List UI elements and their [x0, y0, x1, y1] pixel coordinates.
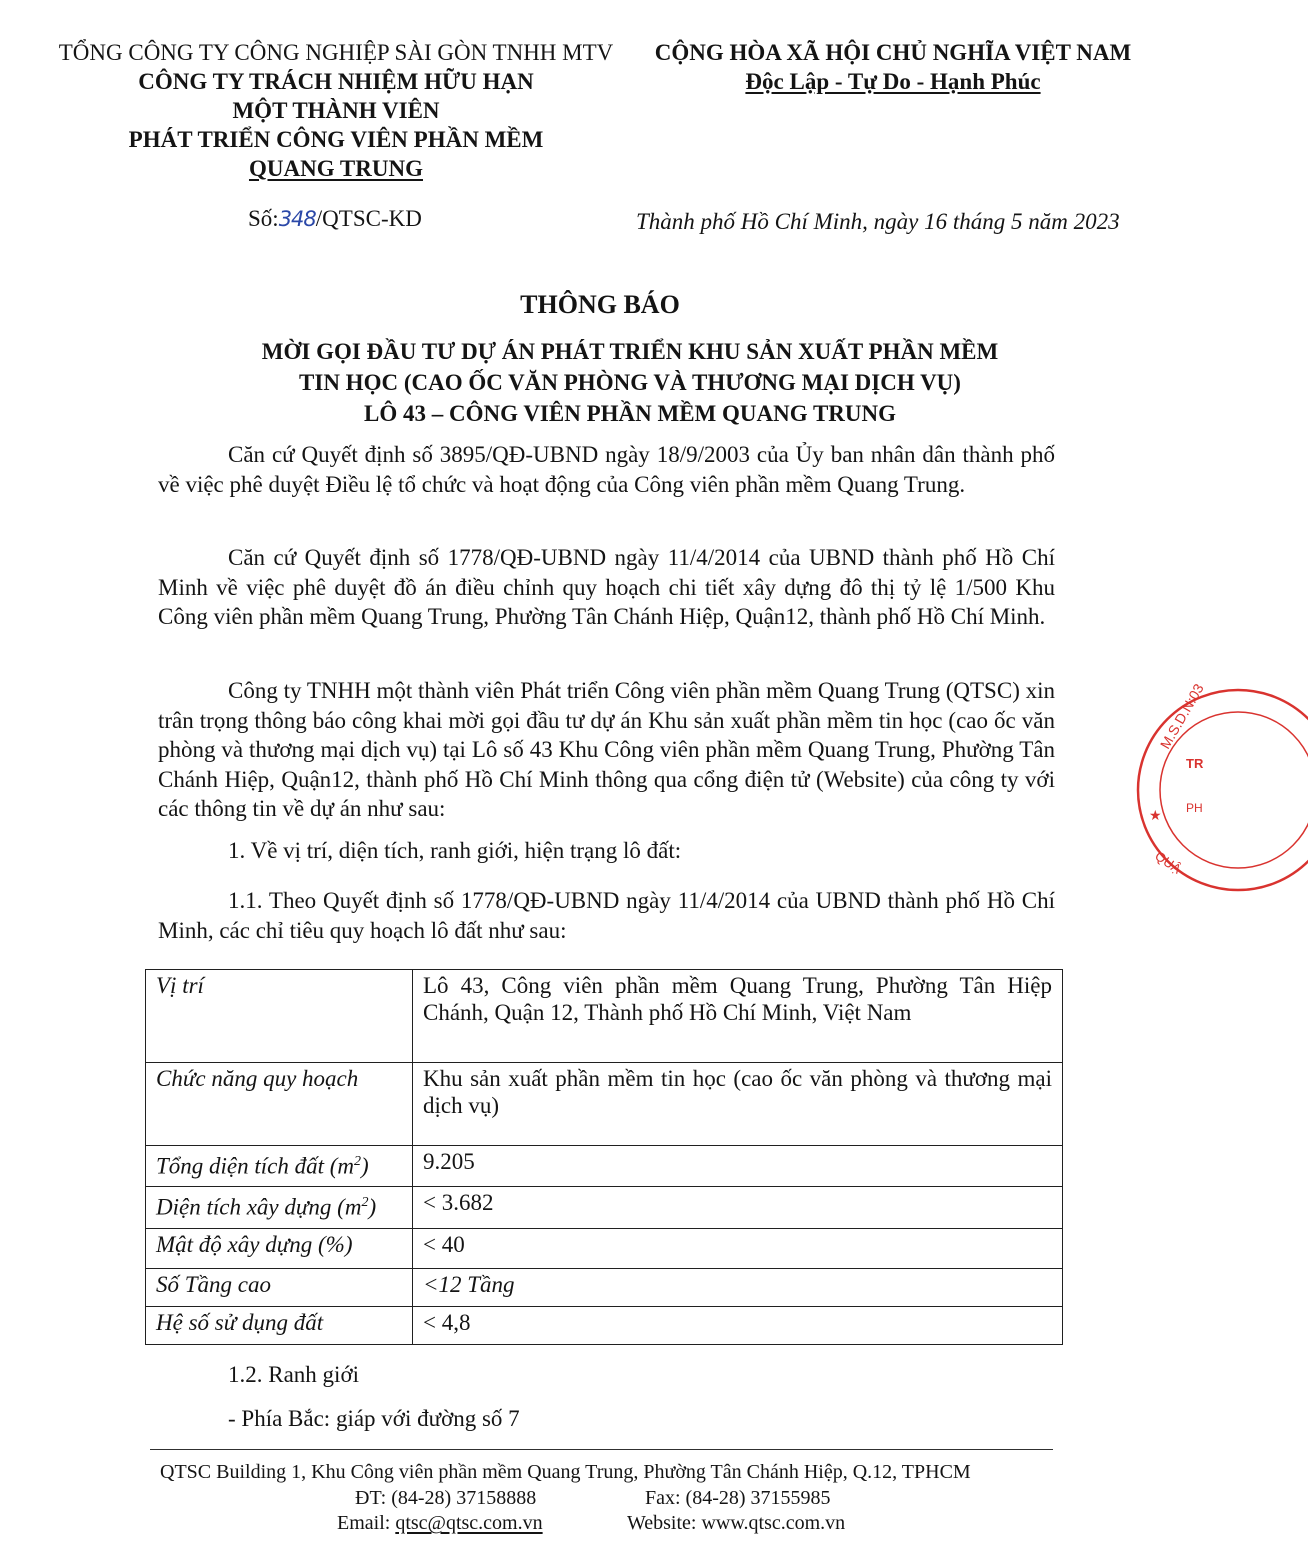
footer-website[interactable]: Website: www.qtsc.com.vn — [627, 1512, 846, 1534]
seal-text-3: PH — [1186, 801, 1203, 815]
row-value: Lô 43, Công viên phần mềm Quang Trung, Phường Tân Hiệp Chánh, Quận 12, Thành phố Hồ Chí Minh, Việt Nam — [413, 970, 1063, 1063]
footer-phone: ĐT: (84-28) 37158888 — [355, 1487, 537, 1509]
paragraph-basis-1: Căn cứ Quyết định số 3895/QĐ-UBND ngày 18/9/2003 của Ủy ban nhân dân thành phố về việc phê duyệt Điều lệ tổ chức và hoạt động của Công viên phần mềm Quang Trung. — [158, 442, 1055, 497]
row-label: Vị trí — [146, 970, 413, 1063]
table-row — [146, 1187, 1063, 1229]
table-row — [146, 1063, 1063, 1146]
document-number — [248, 206, 422, 232]
section-1-2-heading: 1.2. Ranh giới — [228, 1362, 359, 1387]
row-value: < 3.682 — [413, 1187, 1063, 1229]
table-row — [146, 1307, 1063, 1345]
issuer-block — [30, 38, 642, 183]
company-name-line3: PHÁT TRIỂN CÔNG VIÊN PHẦN MỀM — [128, 127, 544, 152]
document-subtitle — [180, 336, 1080, 429]
footer-divider — [150, 1449, 1053, 1450]
footer-fax: Fax: (84-28) 37155985 — [645, 1487, 831, 1509]
company-name-line2: MỘT THÀNH VIÊN — [232, 98, 440, 123]
table-row — [146, 1229, 1063, 1269]
row-value: 9.205 — [413, 1146, 1063, 1187]
table-row — [146, 1146, 1063, 1187]
subtitle-line2: TIN HỌC (CAO ỐC VĂN PHÒNG VÀ THƯƠNG MẠI DỊCH VỤ) — [299, 370, 961, 395]
number-label: Số: — [248, 206, 279, 231]
seal-text-2: TR — [1186, 756, 1204, 771]
company-seal — [1128, 680, 1308, 900]
handwritten-number: 348 — [278, 207, 316, 231]
table-row — [146, 970, 1063, 1063]
row-value: < 40 — [413, 1229, 1063, 1269]
republic-title: CỘNG HÒA XÃ HỘI CHỦ NGHĨA VIỆT NAM — [654, 40, 1132, 65]
subtitle-line1: MỜI GỌI ĐẦU TƯ DỰ ÁN PHÁT TRIỂN KHU SẢN XUẤT PHẦN MỀM — [261, 339, 999, 364]
seal-star: ★ — [1149, 809, 1162, 824]
row-value: < 4,8 — [413, 1307, 1063, 1345]
row-label: Diện tích xây dựng $(m^2)$ — [146, 1187, 413, 1229]
email-link[interactable]: qtsc@qtsc.com.vn — [395, 1512, 543, 1534]
row-label: Mật độ xây dựng (%) — [146, 1229, 413, 1269]
parent-company: TỔNG CÔNG TY CÔNG NGHIỆP SÀI GÒN TNHH MTV — [58, 40, 614, 65]
row-label: Chức năng quy hoạch — [146, 1063, 413, 1146]
document-title: THÔNG BÁO — [520, 290, 680, 319]
national-motto: Độc Lập - Tự Do - Hạnh Phúc — [745, 69, 1041, 94]
section-1-heading: 1. Về vị trí, diện tích, ranh giới, hiện trạng lô đất: — [228, 838, 682, 863]
table-row — [146, 1269, 1063, 1307]
row-label: Hệ số sử dụng đất — [146, 1307, 413, 1345]
row-label: Tổng diện tích đất $(m^2)$ — [146, 1146, 413, 1187]
footer-email — [337, 1512, 543, 1535]
seal-text-4: QUẬ — [1152, 848, 1184, 877]
company-name-line1: CÔNG TY TRÁCH NHIỆM HỮU HẠN — [138, 69, 534, 94]
footer-address: QTSC Building 1, Khu Công viên phần mềm Quang Trung, Phường Tân Chánh Hiệp, Q.12, TPHCM — [160, 1461, 971, 1483]
row-label: Số Tầng cao — [146, 1269, 413, 1307]
paragraph-basis-2: Căn cứ Quyết định số 1778/QĐ-UBND ngày 11/4/2014 của UBND thành phố Hồ Chí Minh về việc phê duyệt đồ án điều chỉnh quy hoạch chi tiết xây dựng đô thị tỷ lệ 1/500 Khu Công viên phần mềm Quang Trung, Phường Tân Chánh Hiệp, Quận12, thành phố Hồ Chí Minh. — [158, 545, 1055, 629]
email-label: Email: — [337, 1512, 391, 1534]
national-heading — [628, 38, 1158, 96]
boundary-north: - Phía Bắc: giáp với đường số 7 — [228, 1406, 520, 1431]
seal-text-1: M.S.D.N:03 — [1156, 680, 1207, 752]
number-suffix: /QTSC-KD — [315, 206, 422, 231]
planning-indicators-table — [145, 969, 1063, 1345]
row-value: <12 Tầng — [413, 1269, 1063, 1307]
paragraph-announcement: Công ty TNHH một thành viên Phát triển Công viên phần mềm Quang Trung (QTSC) xin trân trọng thông báo công khai mời gọi đầu tư dự án Khu sản xuất phần mềm tin học (cao ốc văn phòng và thương mại dịch vụ) tại Lô số 43 Khu Công viên phần mềm Quang Trung, Phường Tân Chánh Hiệp, Quận12, thành phố Hồ Chí Minh thông qua cổng điện tử (Website) của công ty với các thông tin về dự án như sau: — [158, 678, 1055, 821]
row-value: Khu sản xuất phần mềm tin học (cao ốc văn phòng và thương mại dịch vụ) — [413, 1063, 1063, 1146]
subtitle-line3: LÔ 43 – CÔNG VIÊN PHẦN MỀM QUANG TRUNG — [364, 401, 896, 426]
section-1-1-text: 1.1. Theo Quyết định số 1778/QĐ-UBND ngày 11/4/2014 của UBND thành phố Hồ Chí Minh, các chỉ tiêu quy hoạch lô đất như sau: — [158, 888, 1055, 943]
place-date: Thành phố Hồ Chí Minh, ngày 16 tháng 5 năm 2023 — [636, 209, 1120, 234]
company-name-line4: QUANG TRUNG — [248, 156, 423, 181]
